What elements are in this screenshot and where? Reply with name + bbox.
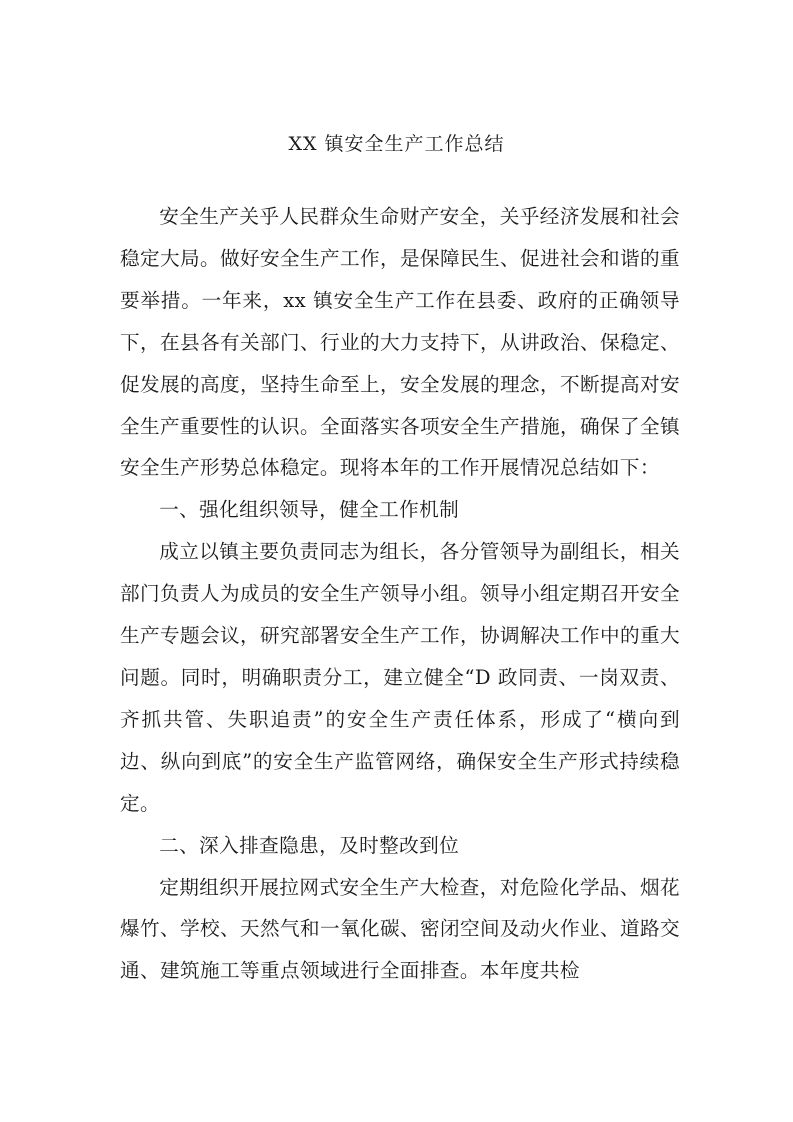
intro-paragraph: 安全生产关乎人民群众生命财产安全，关乎经济发展和社会稳定大局。做好安全生产工作，是保障民生、促进社会和谐的重要举措。一年来，xx 镇安全生产工作在县委、政府的正确领导下，在县各有关部门、行业的大力支持下，从讲政治、保稳定、促发展的高度，坚持生命至上，安全发展的理念，不断提高对安全生产重要性的认识。全面落实各项安全生产措施，确保了全镇安全生产形势总体稳定。现将本年的工作开展情况总结如下： [120, 205, 680, 480]
section-heading-2: 二、深入排查隐患，及时整改到位 [159, 833, 460, 857]
document-title: XX 镇安全生产工作总结 [288, 133, 505, 155]
section-2-paragraph: 定期组织开展拉网式安全生产大检查，对危险化学品、烟花爆竹、学校、天然气和一氧化碳、密闭空间及动火作业、道路交通、建筑施工等重点领域进行全面排查。本年度共检 [120, 875, 680, 983]
section-1-paragraph: 成立以镇主要负责同志为组长，各分管领导为副组长，相关部门负责人为成员的安全生产领导小组。领导小组定期召开安全生产专题会议，研究部署安全生产工作，协调解决工作中的重大问题。同时，明确职责分工，建立健全“D 政同责、一岗双责、齐抓共管、失职追责”的安全生产责任体系，形成了“横向到边、纵向到底”的安全生产监管网络，确保安全生产形式持续稳定。 [120, 540, 680, 815]
document-body [120, 196, 680, 992]
section-heading-1: 一、强化组织领导，健全工作机制 [159, 498, 460, 522]
